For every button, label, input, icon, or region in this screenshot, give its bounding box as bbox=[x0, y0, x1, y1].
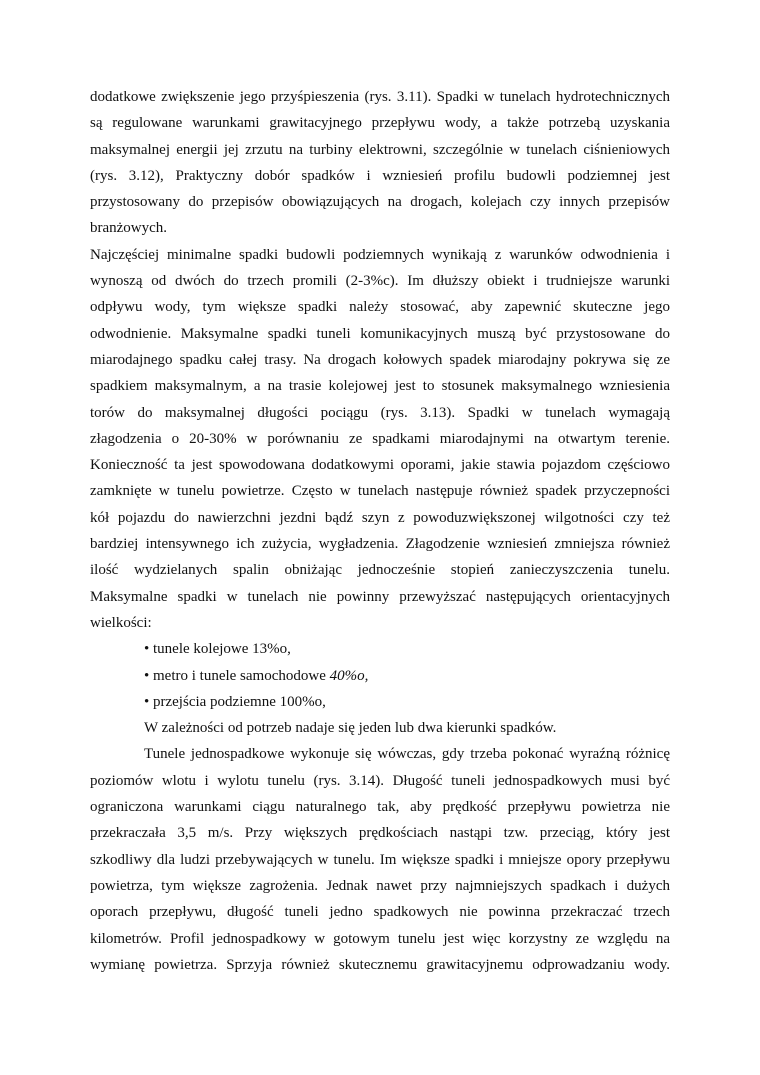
text-line: miarodajnego spadku całej trasy. Na drogach kołowych spadek miarodajny pokrywa się ze bbox=[90, 351, 670, 368]
bullet-item: • tunele kolejowe 13%o, bbox=[144, 641, 291, 658]
text-line: (rys. 3.12), Praktyczny dobór spadków i wzniesień profilu budowli podziemnej jest bbox=[90, 167, 670, 184]
bullet-text: • metro i tunele samochodowe bbox=[144, 667, 330, 684]
text-line: Najczęściej minimalne spadki budowli podziemnych wynikają z warunków odwodnienia i bbox=[90, 246, 670, 263]
text-line: kół pojazdu do nawierzchni jezdni bądź szyn z powoduzwiększonej wilgotności czy też bbox=[90, 509, 670, 526]
text-line: złagodzenia o 20-30% w porównaniu ze spadkami miarodajnymi na otwartym terenie. bbox=[90, 430, 670, 447]
text-line: torów do maksymalnej długości pociągu (rys. 3.13). Spadki w tunelach wymagają bbox=[90, 404, 670, 421]
document-page bbox=[90, 84, 670, 978]
text-line: wymianę powietrza. Sprzyja również skutecznemu grawitacyjnemu odprowadzaniu wody. bbox=[90, 956, 670, 973]
text-line: oporach przepływu, długość tuneli jedno spadkowych nie powinna przekraczać trzech bbox=[90, 904, 670, 921]
text-line: W zależności od potrzeb nadaje się jeden lub dwa kierunki spadków. bbox=[144, 720, 557, 737]
text-line: dodatkowe zwiększenie jego przyśpieszenia (rys. 3.11). Spadki w tunelach hydrotechnicznych bbox=[90, 89, 670, 105]
text-line: wielkości: bbox=[90, 614, 152, 631]
text-line: bardziej intensywnego ich zużycia, wygładzenia. Złagodzenie wzniesień zmniejsza również bbox=[90, 536, 670, 553]
text-line: wynoszą od dwóch do trzech promili (2-3%c). Im dłuższy obiekt i trudniejsze warunki bbox=[90, 273, 670, 290]
bullet-italic-value: 40%o, bbox=[329, 667, 369, 684]
text-line: Tunele jednospadkowe wykonuje się wówczas, gdy trzeba pokonać wyraźną różnicę bbox=[144, 746, 670, 763]
text-line: Konieczność ta jest spowodowana dodatkowymi oporami, jakie stawia pojazdom częściowo bbox=[90, 457, 670, 474]
text-line: Maksymalne spadki w tunelach nie powinny przewyższać następujących orientacyjnych bbox=[90, 588, 670, 605]
text-line: poziomów wlotu i wylotu tunelu (rys. 3.14). Długość tuneli jednospadkowych musi być bbox=[90, 772, 670, 789]
text-line: powietrza, tym większe zagrożenia. Jednak nawet przy najmniejszych spadkach i dużych bbox=[90, 877, 670, 894]
text-line: odwodnienie. Maksymalne spadki tuneli komunikacyjnych muszą być przystosowane do bbox=[90, 325, 670, 342]
text-line: ograniczona warunkami ciągu naturalnego tak, aby prędkość przepływu powietrza nie bbox=[90, 799, 670, 816]
text-line: maksymalnej energii jej zrzutu na turbiny elektrowni, szczególnie w tunelach ciśnieniowych bbox=[90, 141, 670, 158]
text-line: zamknięte w tunelu powietrze. Często w tunelach następuje również spadek przyczepności bbox=[90, 483, 670, 500]
text-line: są regulowane warunkami grawitacyjnego przepływu wody, a także potrzebą uzyskania bbox=[90, 115, 670, 132]
bullet-item: • przejścia podziemne 100%o, bbox=[144, 693, 326, 710]
text-line: przystosowany do przepisów obowiązujących na drogach, kolejach czy innych przepisów bbox=[90, 194, 670, 211]
text-line: odpływu wody, tym większe spadki należy stosować, aby zapewnić skuteczne jego bbox=[90, 299, 670, 316]
text-line: ilość wydzielanych spalin obniżając jednocześnie stopień zanieczyszczenia tunelu. bbox=[90, 562, 670, 579]
text-line: branżowych. bbox=[90, 220, 168, 237]
bullet-item bbox=[90, 663, 670, 689]
text-line: szkodliwy dla ludzi przebywających w tunelu. Im większe spadki i mniejsze opory przepływu bbox=[90, 851, 670, 868]
text-line: spadkiem maksymalnym, a na trasie kolejowej jest to stosunek maksymalnego wzniesienia bbox=[90, 378, 670, 395]
text-line: przekraczała 3,5 m/s. Przy większych prędkościach nastąpi tzw. przeciąg, który jest bbox=[90, 825, 670, 842]
text-line: kilometrów. Profil jednospadkowy w gotowym tunelu jest więc korzystny ze względu na bbox=[90, 930, 670, 947]
